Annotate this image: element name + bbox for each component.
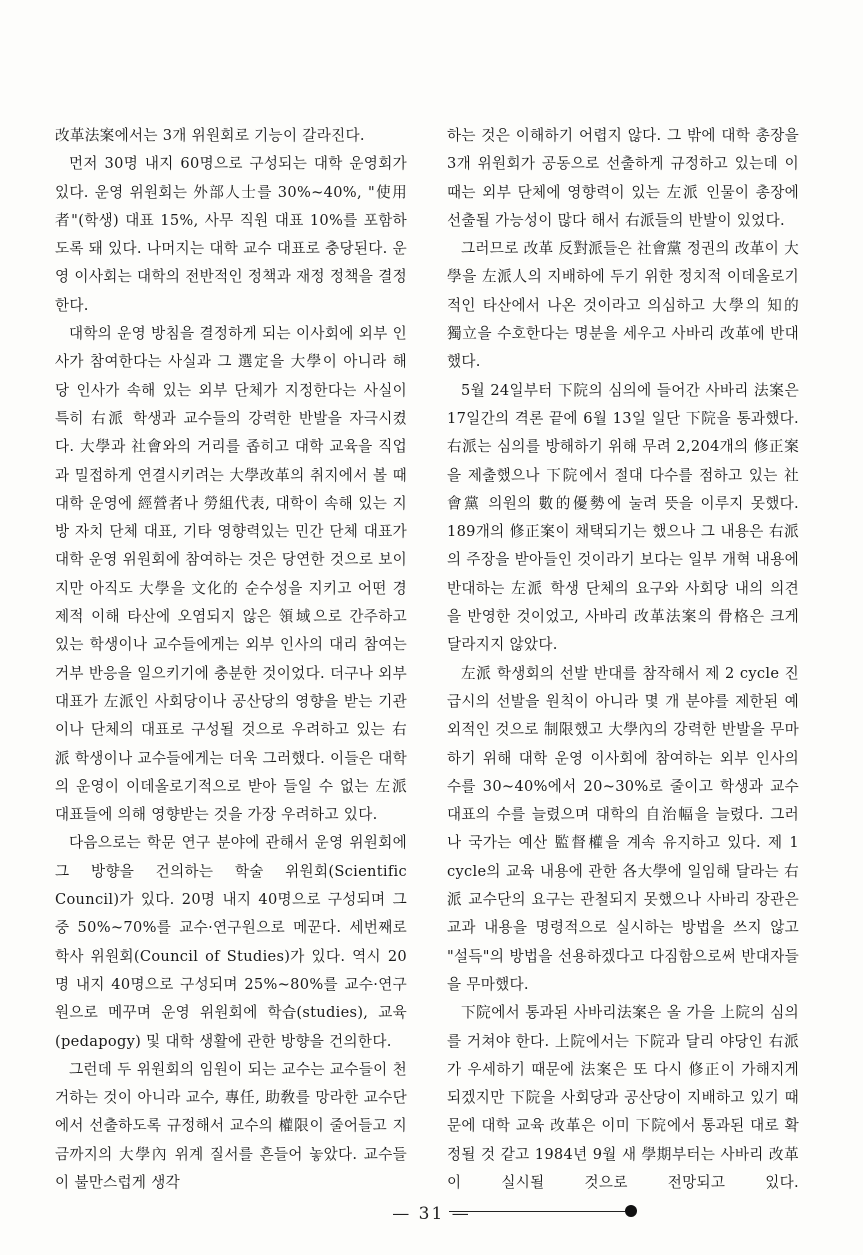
paragraph: 대학의 운영 방침을 결정하게 되는 이사회에 외부 인사가 참여한다는 사실과 그 選定을 大學이 아니라 해당 인사가 속해 있는 외부 단체가 지정한다는 사실이 특히 右派 학생과 교수들의 강력한 반발을 자극시켰다. 大學과 社會와의 거리를 좁히고 대학 교육을 직업과 밀접하게 연결시키려는 大學改革의 취지에서 볼 때 대학 운영에 經營者나 勞組代表, 대학이 속해 있는 지방 자치 단체 대표, 기타 영향력있는 민간 단체 대표가 대학 운영 위원회에 참여하는 것은 당연한 것으로 보이지만 아직도 大學을 文化的 순수성을 지키고 어떤 경제적 이해 타산에 오염되지 않은 領域으로 간주하고 있는 학생이나 교수들에게는 외부 인사의 대리 참여는 거부 반응을 일으키기에 충분한 것이었다. 더구나 외부 대표가 左派인 사회당이나 공산당의 영향을 받는 기관이나 단체의 대표로 구성될 것으로 우려하고 있는 右派 학생이나 교수들에게는 더욱 그러했다. 이들은 대학의 운영이 이데올로기적으로 받아 들일 수 없는 左派 대표들에 의해 영향받는 것을 가장 우려하고 있다. [55,325,407,824]
paragraph: 다음으로는 학문 연구 분야에 관해서 운영 위원회에 그 방향을 건의하는 학술 위원회(Scientific Council)가 있다. 20명 내지 40명으로 구성되며 그 중 50%~70%를 교수·연구원으로 메꾼다. 세번째로 학사 위원회(Council of Studies)가 있다. 역시 20명 내지 40명으로 구성되며 25%~80%를 교수·연구원으로 메꾸며 운영 위원회에 학습(studies), 교육(pedapogy) 및 대학 생활에 관한 방향을 건의한다. [55,834,407,1050]
paragraph: 그러므로 改革 反對派들은 社會黨 정권의 改革이 大學을 左派人의 지배하에 두기 위한 정치적 이데올로기적인 타산에서 나온 것이라고 의심하고 大學의 知的 獨立을 수호한다는 명분을 세우고 사바리 改革에 반대했다. [447,240,800,371]
final-paragraph [447,999,799,1225]
paragraph: 改革法案에서는 3개 위원회로 기능이 갈라진다. [55,127,365,144]
paragraph: 左派 학생회의 선발 반대를 참작해서 제 2 cycle 진급시의 선발을 원칙이 아니라 몇 개 분야를 제한된 예외적인 것으로 制限했고 大學內의 강력한 반발을 무마하기 위해 대학 운영 이사회에 참여하는 외부 인사의 수를 30~40%에서 20~30%로 줄이고 학생과 교수 대표의 수를 늘렸으며 대학의 自治幅을 늘렸다. 그러나 국가는 예산 監督權을 계속 유지하고 있다. 제 1 cycle의 교육 내용에 관한 各大學에 일임해 달라는 右派 교수단의 요구는 관철되지 못했으나 사바리 장관은 교과 내용을 명령적으로 실시하는 방법을 쓰지 않고 "설득"의 방법을 선용하겠다고 다짐함으로써 반대자들을 무마했다. [447,664,799,993]
paragraph: 그런데 두 위원회의 임원이 되는 교수는 교수들이 천거하는 것이 아니라 교수, 專任, 助敎를 망라한 교수단에서 선출하도록 규정해서 교수의 權限이 줄어들고 지금까지의 大學內 위계 질서를 흔들어 놓았다. 교수들이 불만스럽게 생각 [55,1060,407,1191]
page-number: — 31 — [392,1204,471,1224]
left-column [55,122,407,1197]
right-column [447,122,799,1226]
paragraph: 5월 24일부터 下院의 심의에 들어간 사바리 法案은 17일간의 격론 끝에 6월 13일 일단 下院을 통과했다. 右派는 심의를 방해하기 위해 무려 2,204개의 修正案을 제출했으나 下院에서 절대 다수를 점하고 있는 社會黨 의원의 數的優勢에 눌려 뜻을 이루지 못했다. 189개의 修正案이 채택되기는 했으나 그 내용은 右派의 주장을 받아들인 것이라기 보다는 일부 개혁 내용에 반대하는 左派 학생 단체의 요구와 사회당 내의 의견을 반영한 것이었고, 사바리 改革法案의 骨格은 크게 달라지지 않았다. [447,381,799,654]
paragraph: 하는 것은 이해하기 어렵지 않다. 그 밖에 대학 총장을 3개 위원회가 공동으로 선출하게 규정하고 있는데 이 때는 외부 단체에 영향력이 있는 左派 인물이 총장에 선출될 가능성이 많다 해서 右派들의 반발이 있었다. [447,127,799,229]
paragraph: 먼저 30명 내지 60명으로 구성되는 대학 운영회가 있다. 운영 위원회는 外部人士를 30%~40%, "使用者"(학생) 대표 15%, 사무 직원 대표 10%를 포함하도록 돼 있다. 나머지는 대학 교수 대표로 충당된다. 운영 이사회는 대학의 전반적인 정책과 재정 정책을 결정한다. [55,155,407,314]
paragraph-text: 下院에서 통과된 사바리法案은 올 가을 上院의 심의를 거쳐야 한다. 上院에서는 下院과 달리 야당인 右派가 우세하기 때문에 法案은 또 다시 修正이 가해지게 되겠지만 下院을 사회당과 공산당이 지배하고 있기 때문에 대학 교육 改革은 이미 下院에서 통과된 대로 확정될 것 같고 1984년 9월 새 學期부터는 사바리 改革이 실시될 것으로 전망되고 있다. [447,1004,799,1191]
